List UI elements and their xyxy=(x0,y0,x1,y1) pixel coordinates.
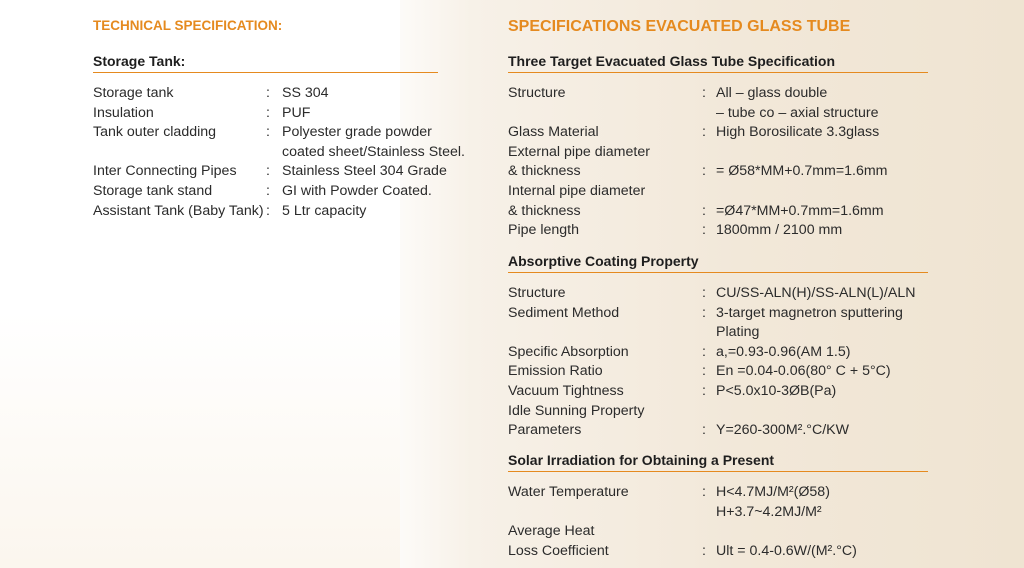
spec-value-line: 5 Ltr capacity xyxy=(282,202,367,219)
spec-value xyxy=(282,182,432,202)
spec-value xyxy=(282,104,310,124)
spec-value xyxy=(716,483,830,522)
spec-label xyxy=(508,304,619,324)
storage-tank-heading: Storage Tank: xyxy=(93,53,186,69)
spec-section-rule xyxy=(508,471,928,472)
spec-section-heading: Absorptive Coating Property xyxy=(508,253,699,269)
spec-colon: : xyxy=(702,202,706,219)
evacuated-tube-title: SPECIFICATIONS EVACUATED GLASS TUBE xyxy=(508,18,851,35)
spec-value-line: a,=0.93-0.96(AM 1.5) xyxy=(716,343,851,360)
spec-value-line: High Borosilicate 3.3glass xyxy=(716,124,880,141)
spec-value xyxy=(716,362,891,382)
spec-value-line: P<5.0x10-3ØB(Pa) xyxy=(716,383,837,399)
spec-section xyxy=(508,253,928,439)
spec-label xyxy=(508,382,624,402)
spec-label-line: Sediment Method xyxy=(508,304,620,321)
spec-row xyxy=(508,483,928,522)
spec-label: Assistant Tank (Baby Tank) xyxy=(93,202,264,219)
spec-label xyxy=(508,483,629,503)
spec-label xyxy=(508,284,566,304)
spec-row xyxy=(508,382,928,402)
spec-section-heading: Three Target Evacuated Glass Tube Specification xyxy=(508,53,836,69)
spec-label-line: Specific Absorption xyxy=(508,343,629,360)
spec-section-rule xyxy=(508,72,928,73)
spec-label xyxy=(508,343,629,363)
spec-label: Inter Connecting Pipes xyxy=(93,163,237,180)
spec-colon: : xyxy=(266,124,270,141)
spec-row xyxy=(508,84,928,123)
spec-value xyxy=(716,123,879,143)
spec-label-line: & thickness xyxy=(508,163,581,180)
spec-value xyxy=(716,304,903,343)
spec-section xyxy=(508,53,928,239)
spec-label-line: Structure xyxy=(508,285,566,301)
spec-row xyxy=(508,343,928,363)
spec-label xyxy=(508,182,645,221)
spec-value xyxy=(716,202,884,222)
spec-value-line: coated sheet/Stainless Steel. xyxy=(282,143,465,160)
spec-value-line: Stainless Steel 304 Grade xyxy=(282,163,447,180)
spec-value xyxy=(716,221,842,241)
spec-value-line: En =0.04-0.06(80° C + 5°C) xyxy=(716,363,891,380)
spec-value xyxy=(716,382,836,402)
spec-label: Storage tank xyxy=(93,85,174,101)
spec-label-line: Pipe length xyxy=(508,222,579,239)
spec-value xyxy=(282,162,447,182)
spec-value-line: H+3.7~4.2MJ/M² xyxy=(716,503,822,520)
spec-label: Storage tank stand xyxy=(93,183,213,199)
spec-value xyxy=(716,162,888,182)
spec-value xyxy=(716,284,915,304)
spec-section xyxy=(508,452,928,559)
spec-row xyxy=(508,402,928,441)
spec-colon: : xyxy=(702,343,706,360)
spec-colon: : xyxy=(266,163,270,180)
spec-row xyxy=(508,304,928,343)
spec-colon: : xyxy=(702,285,706,301)
spec-value-line: Ult = 0.4-0.6W/(M².°C) xyxy=(716,542,857,559)
spec-label-line: Glass Material xyxy=(508,124,599,141)
spec-colon: : xyxy=(702,124,706,141)
spec-label xyxy=(508,362,603,382)
spec-value-line: All – glass double xyxy=(716,85,828,101)
spec-label-line: Idle Sunning Property xyxy=(508,402,645,419)
spec-label-line: Vacuum Tightness xyxy=(508,383,624,399)
spec-colon: : xyxy=(702,222,706,239)
spec-value-line: 1800mm / 2100 mm xyxy=(716,222,843,239)
spec-label-line: Structure xyxy=(508,85,566,101)
spec-label xyxy=(508,143,650,182)
spec-value-line: PUF xyxy=(282,104,311,121)
spec-label xyxy=(508,402,644,441)
spec-colon: : xyxy=(702,85,706,101)
spec-value-line: Plating xyxy=(716,324,760,341)
spec-label-line: Average Heat xyxy=(508,523,595,540)
spec-value-line: H<4.7MJ/M²(Ø58) xyxy=(716,484,830,500)
spec-label xyxy=(508,221,579,241)
spec-colon: : xyxy=(702,422,706,439)
spec-label: Insulation xyxy=(93,104,154,121)
spec-colon: : xyxy=(702,484,706,500)
storage-tank-section xyxy=(93,53,438,73)
spec-row xyxy=(508,182,928,221)
background-left xyxy=(0,0,400,568)
spec-label-line: & thickness xyxy=(508,202,581,219)
spec-row xyxy=(508,362,928,382)
spec-colon: : xyxy=(702,163,706,180)
spec-label: Tank outer cladding xyxy=(93,124,217,141)
spec-colon: : xyxy=(266,104,270,121)
spec-colon: : xyxy=(266,202,270,219)
spec-section-rule xyxy=(508,272,928,273)
spec-label-line: Emission Ratio xyxy=(508,363,603,380)
spec-label xyxy=(508,84,566,104)
technical-specification-title: TECHNICAL SPECIFICATION: xyxy=(93,18,283,33)
storage-tank-rule xyxy=(93,72,438,73)
spec-value xyxy=(716,421,849,441)
spec-colon: : xyxy=(702,304,706,321)
spec-colon: : xyxy=(266,183,270,199)
spec-value-line: CU/SS-ALN(H)/SS-ALN(L)/ALN xyxy=(716,285,916,301)
spec-value xyxy=(282,202,366,222)
spec-label-line: Internal pipe diameter xyxy=(508,183,646,199)
spec-section-heading: Solar Irradiation for Obtaining a Present xyxy=(508,452,775,468)
spec-colon: : xyxy=(702,542,706,559)
spec-value xyxy=(716,343,850,363)
spec-row xyxy=(508,522,928,561)
spec-value xyxy=(716,542,857,562)
spec-colon: : xyxy=(266,85,270,101)
spec-value-line: 3-target magnetron sputtering xyxy=(716,304,903,321)
spec-label-line: Loss Coefficient xyxy=(508,542,609,559)
spec-label xyxy=(508,123,599,143)
spec-colon: : xyxy=(702,363,706,380)
spec-colon: : xyxy=(702,383,706,399)
spec-row xyxy=(508,221,928,241)
spec-row xyxy=(508,143,928,182)
spec-value-line: Polyester grade powder xyxy=(282,124,432,141)
spec-value-line: GI with Powder Coated. xyxy=(282,183,432,199)
spec-label-line: Water Temperature xyxy=(508,484,629,500)
spec-row xyxy=(508,284,928,304)
spec-label-line: Parameters xyxy=(508,422,582,439)
spec-row xyxy=(508,123,928,143)
spec-label-line: External pipe diameter xyxy=(508,143,650,160)
spec-value-line: – tube co – axial structure xyxy=(716,104,879,121)
spec-value-line: =Ø47*MM+0.7mm=1.6mm xyxy=(716,202,884,219)
spec-value xyxy=(716,84,878,123)
spec-value xyxy=(282,123,465,162)
spec-value xyxy=(282,84,329,104)
spec-value-line: = Ø58*MM+0.7mm=1.6mm xyxy=(716,163,888,180)
spec-value-line: SS 304 xyxy=(282,85,329,101)
spec-label xyxy=(508,522,609,561)
spec-value-line: Y=260-300M².°C/KW xyxy=(716,422,850,439)
